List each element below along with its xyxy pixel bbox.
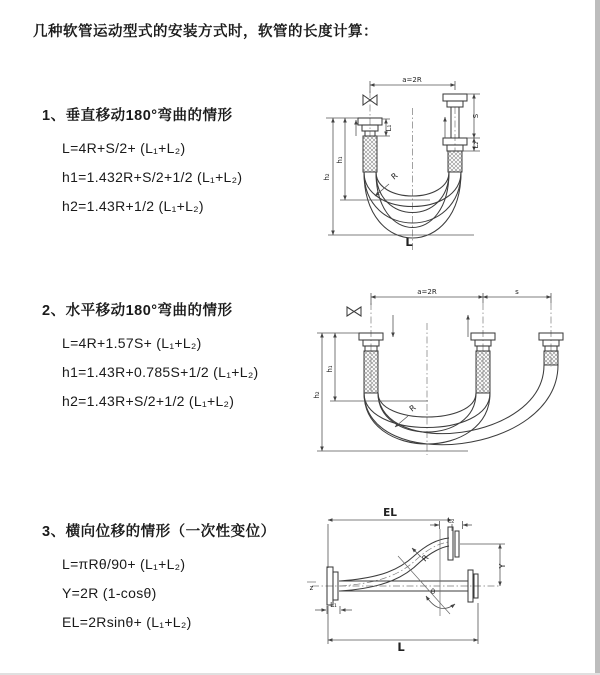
diagram-horizontal-bend <box>308 283 595 458</box>
section-lateral-displacement <box>42 520 317 637</box>
formula-el: EL=2Rsinθ+ (L₁+L₂) <box>62 614 192 630</box>
dim-label-length: L <box>405 235 413 249</box>
section-horizontal-movement <box>42 299 317 416</box>
formula-h2: h2=1.43R+S/2+1/2 (L₁+L₂) <box>62 393 235 409</box>
dim-label-a2r: a=2R <box>402 76 422 84</box>
upper-flange <box>448 527 459 560</box>
centerline-break-label: z <box>309 584 314 592</box>
formula-l: L=4R+S/2+ (L₁+L₂) <box>62 140 186 156</box>
formula-l: L=πRθ/90+ (L₁+L₂) <box>62 556 186 572</box>
left-braided-hose <box>363 136 377 172</box>
radius-leader <box>412 548 421 557</box>
dim-label-a2r: a=2R <box>417 288 437 296</box>
dim-label-y: Y <box>498 563 507 569</box>
dim-label-length: L <box>397 640 405 654</box>
dim-label-theta: θ <box>430 588 436 596</box>
diagram-vertical-bend <box>312 70 592 260</box>
dim-label-l1: L₁ <box>330 601 337 609</box>
dim-label-s: S <box>472 113 480 119</box>
middle-braided-hose <box>476 351 490 393</box>
construction-lines <box>398 529 450 616</box>
formula-y: Y=2R (1-cosθ) <box>62 585 157 601</box>
right-braided-hose <box>544 351 558 365</box>
dimension-l <box>328 603 478 644</box>
scan-edge-right <box>595 0 600 675</box>
dim-label-l2: L₂ <box>447 516 455 525</box>
section-3-heading: 3、横向位移的情形（一次性变位） <box>42 524 276 540</box>
section-2-heading: 2、水平移动180°弯曲的情形 <box>42 303 233 319</box>
dim-label-radius: R <box>389 171 400 182</box>
dimension-a2r <box>371 293 551 305</box>
dim-label-h1: h₁ <box>326 365 334 373</box>
dimension-h2 <box>326 118 474 235</box>
valve-icon <box>347 307 361 316</box>
formula-l: L=4R+1.57S+ (L₁+L₂) <box>62 335 202 351</box>
hose-arcs-displaced <box>364 365 558 445</box>
dimension-el <box>328 520 452 568</box>
dim-label-h2: h₂ <box>313 391 321 399</box>
dim-label-radius: R <box>420 553 431 564</box>
diagram-lateral-displacement <box>300 500 600 660</box>
dim-label-l1: L₁ <box>385 124 393 132</box>
formula-h1: h1=1.43R+0.785S+1/2 (L₁+L₂) <box>62 364 259 380</box>
left-braided-hose <box>364 351 378 393</box>
dim-label-h1: h₁ <box>336 156 344 164</box>
dim-label-l2: L₂ <box>472 141 480 149</box>
formula-h2: h2=1.43R+1/2 (L₁+L₂) <box>62 198 204 214</box>
formula-h1: h1=1.432R+S/2+1/2 (L₁+L₂) <box>62 169 243 185</box>
dim-label-radius: R <box>407 403 418 414</box>
dim-label-s: s <box>515 288 519 296</box>
section-vertical-movement <box>42 104 317 221</box>
dim-label-h2: h₂ <box>323 173 331 181</box>
curved-hose-displaced <box>340 538 449 591</box>
dim-label-el: EL <box>383 507 397 519</box>
right-braided-hose <box>448 151 462 172</box>
pipe-centerline <box>312 542 500 586</box>
section-1-heading: 1、垂直移动180°弯曲的情形 <box>42 108 233 124</box>
page-title: 几种软管运动型式的安装方式时，软管的长度计算： <box>33 24 378 40</box>
angle-arc <box>426 596 455 609</box>
